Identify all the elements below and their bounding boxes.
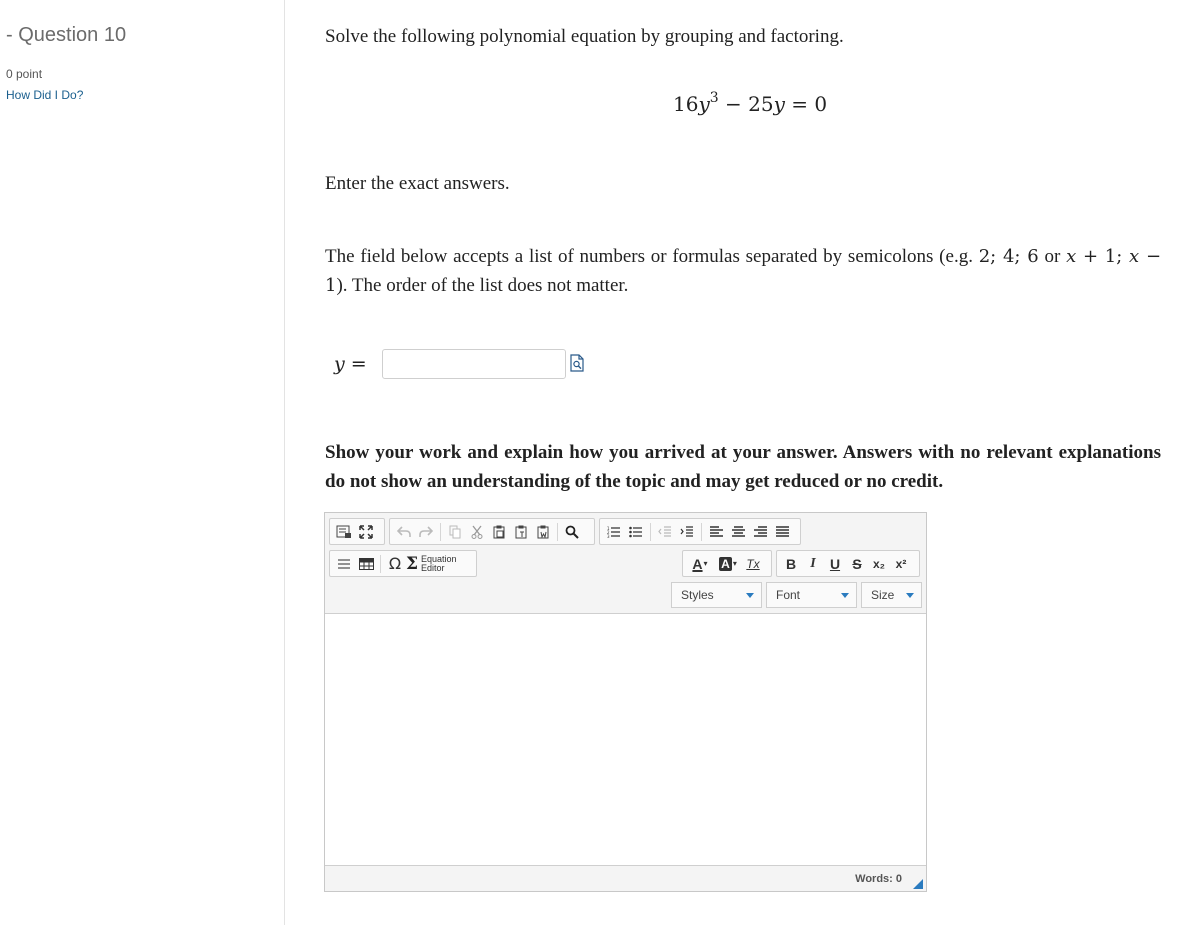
question-intro: Solve the following polynomial equation by grouping and factoring. xyxy=(325,26,844,47)
size-dropdown[interactable] xyxy=(861,582,922,608)
superscript-button[interactable]: x² xyxy=(895,556,907,571)
background-color-caret-icon: ▾ xyxy=(732,559,737,568)
paste-word-icon[interactable] xyxy=(532,521,554,543)
toolbar-separator xyxy=(440,523,441,541)
strikethrough-button[interactable]: S xyxy=(852,555,862,572)
eq-var-1: y xyxy=(698,92,710,116)
answer-label xyxy=(334,353,367,375)
text-color-button[interactable] xyxy=(686,553,714,575)
field-help-example-2d: − 1 xyxy=(325,246,1162,296)
svg-text:1: 1 xyxy=(607,525,610,531)
show-work-instruction: Show your work and explain how you arrived at your answer. Answers with no relevant explanations do not show an understanding of the topic and may get reduced or no credit. xyxy=(325,442,1161,492)
styles-dropdown[interactable] xyxy=(671,582,762,608)
toolbar-separator xyxy=(380,555,381,573)
field-help-example-2c: x xyxy=(1129,246,1140,267)
source-view-icon[interactable] xyxy=(333,521,355,543)
align-justify-icon[interactable] xyxy=(771,521,793,543)
equation-editor-button[interactable] xyxy=(406,554,461,574)
toolbar-group-view xyxy=(329,518,385,545)
eq-coef-1: 16 xyxy=(673,92,699,116)
question-sidebar xyxy=(0,0,285,925)
field-help-part-3: ). The order of the list does not matter. xyxy=(336,275,629,296)
word-count: Words: 0 xyxy=(855,873,902,885)
chevron-down-icon xyxy=(746,593,754,598)
toolbar-group-insert xyxy=(329,550,477,577)
editor-content-area[interactable] xyxy=(325,614,926,865)
eq-var-2: y xyxy=(773,92,785,116)
bulleted-list-icon[interactable] xyxy=(625,521,647,543)
chevron-down-icon xyxy=(906,593,914,598)
eq-coef-2: 25 xyxy=(748,92,774,116)
special-character-icon[interactable]: Ω xyxy=(388,554,402,573)
increase-indent-icon[interactable] xyxy=(676,521,698,543)
maximize-icon[interactable] xyxy=(355,521,377,543)
text-color-caret-icon: ▾ xyxy=(703,559,708,568)
answer-label-var: y xyxy=(334,353,345,375)
find-icon[interactable] xyxy=(561,521,583,543)
editor-status-bar xyxy=(325,865,926,891)
horizontal-line-icon[interactable] xyxy=(333,553,355,575)
field-help-example-2b: + 1; xyxy=(1076,246,1130,267)
font-dropdown[interactable] xyxy=(766,582,857,608)
decrease-indent-icon[interactable] xyxy=(654,521,676,543)
equation-editor-label-2: Editor xyxy=(421,562,445,573)
toolbar-separator xyxy=(701,523,702,541)
table-icon[interactable] xyxy=(355,553,377,575)
eq-exponent: 3 xyxy=(709,90,719,106)
eq-equals: = xyxy=(791,92,809,116)
paste-icon[interactable] xyxy=(488,521,510,543)
align-left-icon[interactable] xyxy=(705,521,727,543)
answer-input[interactable] xyxy=(382,349,566,379)
toolbar-group-colors xyxy=(682,550,772,577)
eq-rhs: 0 xyxy=(814,92,828,116)
underline-button[interactable]: U xyxy=(829,555,841,572)
copy-icon[interactable] xyxy=(444,521,466,543)
svg-text:2: 2 xyxy=(607,529,610,535)
field-help-example-1: 2; 4; 6 xyxy=(978,246,1039,267)
svg-text:3: 3 xyxy=(607,533,610,538)
field-help-example-2a: x xyxy=(1066,246,1077,267)
remove-format-icon[interactable]: Tx xyxy=(746,556,760,571)
subscript-button[interactable]: x₂ xyxy=(872,556,885,571)
chevron-down-icon xyxy=(841,593,849,598)
field-help-part-2: or xyxy=(1038,246,1067,267)
numbered-list-icon[interactable] xyxy=(603,521,625,543)
answer-label-eq: = xyxy=(344,353,367,375)
resize-handle-icon[interactable] xyxy=(913,879,923,889)
bold-button[interactable]: B xyxy=(785,555,797,572)
text-color-icon: A xyxy=(692,555,703,572)
font-dropdown-label: Font xyxy=(776,588,801,602)
how-did-i-do-link[interactable]: How Did I Do? xyxy=(6,88,84,102)
eq-minus: − xyxy=(725,92,742,116)
background-color-icon: A xyxy=(721,556,730,571)
redo-icon[interactable] xyxy=(415,521,437,543)
rich-text-editor xyxy=(324,512,927,892)
formula-preview-icon[interactable] xyxy=(570,354,584,372)
paste-text-icon[interactable] xyxy=(510,521,532,543)
field-help-part-1: The field below accepts a list of numbers or formulas separated by semicolons (e.g. xyxy=(325,246,979,267)
styles-dropdown-label: Styles xyxy=(681,588,714,602)
question-points: 0 point xyxy=(6,67,43,81)
size-dropdown-label: Size xyxy=(871,588,895,602)
toolbar-separator xyxy=(557,523,558,541)
toolbar-group-paragraph xyxy=(599,518,801,545)
align-right-icon[interactable] xyxy=(749,521,771,543)
question-title: - Question 10 xyxy=(6,24,127,46)
background-color-button[interactable] xyxy=(714,553,742,575)
toolbar-group-basic-styles xyxy=(776,550,920,577)
polynomial-equation xyxy=(673,90,827,116)
toolbar-group-clipboard xyxy=(389,518,595,545)
cut-icon[interactable] xyxy=(466,521,488,543)
exact-instruction: Enter the exact answers. xyxy=(325,173,510,194)
equation-editor-label xyxy=(421,555,457,573)
equation-editor-label-1: Equation xyxy=(421,553,457,564)
align-center-icon[interactable] xyxy=(727,521,749,543)
field-help-text xyxy=(325,242,1161,300)
sigma-icon: Σ xyxy=(406,553,419,574)
toolbar-separator xyxy=(650,523,651,541)
italic-button[interactable]: I xyxy=(810,555,816,571)
answer-row xyxy=(325,349,625,379)
undo-icon[interactable] xyxy=(393,521,415,543)
